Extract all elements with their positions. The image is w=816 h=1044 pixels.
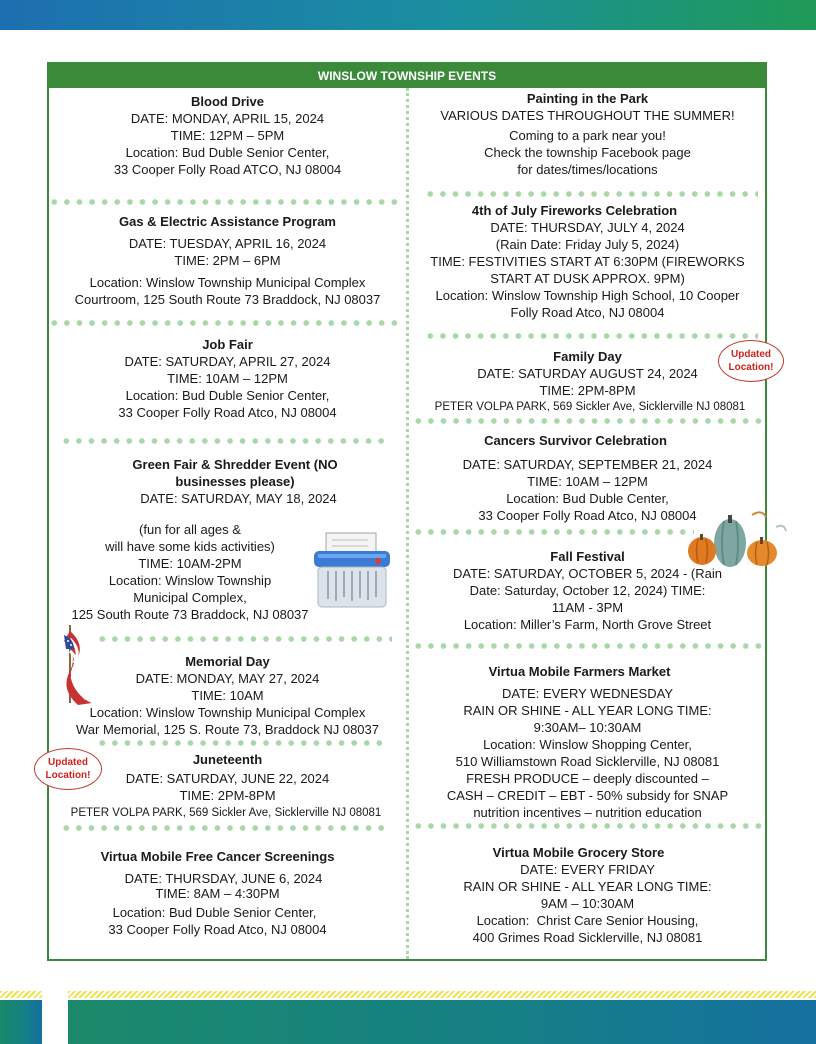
dotted-separator [48, 199, 403, 205]
event-line: DATE: SATURDAY AUGUST 24, 2024 [477, 366, 698, 381]
event-title: Virtua Mobile Grocery Store [492, 845, 665, 860]
event-line: Location: Winslow Township High School, 10 Cooper [435, 288, 740, 303]
event-line: TIME: 10AM-2PM [138, 556, 242, 571]
event-title: 4th of July Fireworks Celebration [471, 203, 678, 218]
event-title: Memorial Day [185, 654, 270, 669]
dotted-separator [412, 643, 764, 649]
event-line: Location: Winslow Township Municipal Complex [89, 705, 366, 720]
event-line: TIME: 2PM-8PM [179, 788, 276, 803]
event-cancer-screenings [40, 848, 395, 938]
shredder-icon [312, 531, 392, 609]
dotted-separator [60, 825, 390, 831]
event-title: Blood Drive [191, 94, 264, 109]
event-memorial-day [50, 653, 405, 738]
event-family-day [410, 348, 765, 399]
event-blood-drive [50, 93, 405, 178]
top-color-bar [0, 0, 816, 30]
event-july-fourth [410, 202, 765, 321]
bottom-bar-left [0, 1000, 42, 1044]
dotted-separator [48, 320, 403, 326]
bottom-bar-right [68, 1000, 816, 1044]
dotted-separator [412, 529, 694, 535]
event-line: Folly Road Atco, NJ 08004 [510, 305, 665, 320]
event-line: 9AM – 10:30AM [540, 896, 635, 911]
event-line: DATE: THURSDAY, JULY 4, 2024 [490, 220, 685, 235]
event-painting-park [410, 90, 765, 178]
event-line: TIME: 2PM-8PM [539, 383, 636, 398]
event-line: 510 Williamstown Road Sicklerville, NJ 08081 [455, 754, 720, 769]
updated-location-badge: Updated Location! [718, 340, 784, 382]
event-line: Date: Saturday, October 12, 2024) TIME: [469, 583, 706, 598]
event-line: 11AM - 3PM [551, 600, 624, 615]
event-title: Juneteenth [192, 752, 263, 767]
event-line: Location: Bud Duble Senior Center, [112, 905, 317, 920]
event-title: Family Day [553, 349, 622, 364]
family-day-location: PETER VOLPA PARK, 569 Sickler Ave, Sicklerville NJ 08081 [434, 401, 746, 413]
event-line: for dates/times/locations [517, 162, 658, 177]
event-line: Location: Miller’s Farm, North Grove Street [463, 617, 712, 632]
event-line: (Rain Date: Friday July 5, 2024) [495, 237, 680, 252]
event-line: DATE: MONDAY, APRIL 15, 2024 [130, 111, 325, 126]
event-line: TIME: 2PM – 6PM [174, 253, 281, 268]
event-green-fair-details [60, 521, 320, 623]
event-line: (fun for all ages & [139, 522, 241, 537]
event-title: Green Fair & Shredder Event (NO businesses please) [132, 457, 338, 489]
event-line: Courtroom, 125 South Route 73 Braddock, NJ 08037 [74, 292, 381, 307]
event-line: CASH – CREDIT – EBT - 50% subsidy for SNAP [446, 788, 729, 803]
event-line: 33 Cooper Folly Road Atco, NJ 08004 [478, 508, 697, 523]
event-line: 125 South Route 73 Braddock, NJ 08037 [71, 607, 309, 622]
event-fall-festival [410, 548, 765, 633]
dotted-separator [424, 333, 758, 339]
event-line: TIME: 10AM – 12PM [167, 371, 288, 386]
event-gas-electric [50, 213, 405, 308]
event-line: 400 Grimes Road Sicklerville, NJ 08081 [472, 930, 703, 945]
event-grocery-store [410, 844, 765, 946]
event-line: START AT DUSK APPROX. 9PM) [490, 271, 685, 286]
event-title: Gas & Electric Assistance Program [118, 214, 336, 229]
event-job-fair [50, 336, 405, 421]
event-line: DATE: SATURDAY, SEPTEMBER 21, 2024 [462, 457, 713, 472]
updated-location-badge: Updated Location! [34, 748, 102, 790]
event-line: DATE: EVERY WEDNESDAY [502, 686, 673, 701]
event-line: nutrition incentives – nutrition education [473, 805, 702, 820]
event-line: Location: Bud Duble Senior Center, [125, 145, 330, 160]
event-line: will have some kids activities) [105, 539, 275, 554]
event-title: Cancers Survivor Celebration [484, 433, 667, 448]
event-title: Job Fair [202, 337, 253, 352]
event-green-fair [50, 456, 405, 507]
event-line: War Memorial, 125 S. Route 73, Braddock NJ 08037 [76, 722, 379, 737]
event-line: Location: Bud Duble Senior Center, [125, 388, 330, 403]
event-line: Location: Winslow Shopping Center, [483, 737, 692, 752]
event-title: Painting in the Park [526, 91, 649, 106]
bottom-stripe-left [0, 991, 42, 998]
event-line: Location: Winslow Township Municipal Complex [89, 275, 366, 290]
event-line: FRESH PRODUCE – deeply discounted – [466, 771, 709, 786]
event-line: DATE: SATURDAY, APRIL 27, 2024 [124, 354, 331, 369]
events-header: WINSLOW TOWNSHIP EVENTS [49, 64, 765, 88]
event-farmers-market [410, 663, 765, 821]
dotted-separator [412, 823, 764, 829]
event-line: VARIOUS DATES THROUGHOUT THE SUMMER! [440, 108, 735, 123]
dotted-separator [60, 438, 390, 444]
event-line: DATE: SATURDAY, OCTOBER 5, 2024 - (Rain [453, 566, 722, 581]
event-title: Virtua Mobile Farmers Market [488, 664, 671, 679]
event-line: DATE: SATURDAY, JUNE 22, 2024 [125, 771, 330, 786]
event-title: Virtua Mobile Free Cancer Screenings [100, 849, 335, 864]
event-line: TIME: 10AM [191, 688, 264, 703]
event-line: DATE: MONDAY, MAY 27, 2024 [135, 671, 320, 686]
event-line: DATE: TUESDAY, APRIL 16, 2024 [128, 236, 327, 251]
event-line: Check the township Facebook page [484, 145, 691, 160]
dotted-separator [96, 636, 392, 642]
event-line: 33 Cooper Folly Road Atco, NJ 08004 [108, 922, 327, 937]
event-line: TIME: 8AM – 4:30PM [155, 886, 280, 901]
event-line: TIME: FESTIVITIES START AT 6:30PM (FIREWORKS [430, 254, 745, 269]
event-line: Municipal Complex, [133, 590, 247, 605]
event-juneteenth [50, 751, 405, 804]
event-line: RAIN OR SHINE - ALL YEAR LONG TIME: [463, 879, 712, 894]
juneteenth-location: PETER VOLPA PARK, 569 Sickler Ave, Sicklerville NJ 08081 [70, 807, 382, 819]
event-line: DATE: SATURDAY, MAY 18, 2024 [140, 491, 337, 506]
event-line: 33 Cooper Folly Road Atco, NJ 08004 [118, 405, 337, 420]
event-line: Coming to a park near you! [509, 128, 666, 143]
event-line: TIME: 10AM – 12PM [527, 474, 648, 489]
dotted-separator [96, 740, 386, 746]
bottom-stripe-right [68, 991, 816, 998]
event-line: DATE: THURSDAY, JUNE 6, 2024 [124, 871, 323, 886]
event-line: Location: Christ Care Senior Housing, [476, 913, 699, 928]
event-line: Location: Bud Duble Center, [506, 491, 669, 506]
event-line: 33 Cooper Folly Road ATCO, NJ 08004 [113, 162, 342, 177]
event-line: 9:30AM– 10:30AM [533, 720, 642, 735]
dotted-separator [424, 191, 758, 197]
event-line: Location: Winslow Township [108, 573, 272, 588]
event-line: TIME: 12PM – 5PM [170, 128, 285, 143]
event-title: Fall Festival [550, 549, 625, 564]
event-line: DATE: EVERY FRIDAY [520, 862, 655, 877]
dotted-separator [412, 418, 764, 424]
event-line: RAIN OR SHINE - ALL YEAR LONG TIME: [463, 703, 712, 718]
